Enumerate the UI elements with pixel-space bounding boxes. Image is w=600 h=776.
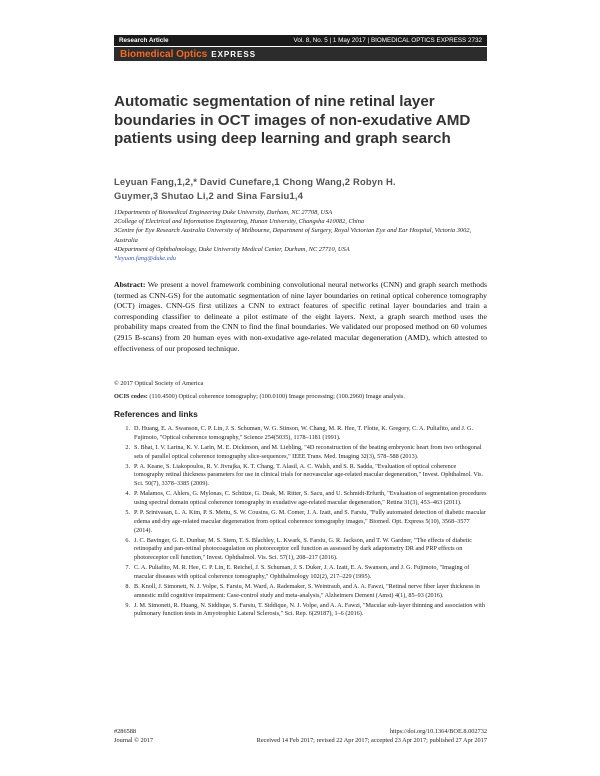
citation-line: Vol. 8, No. 5 | 1 May 2017 | BIOMEDICAL OPTICS EXPRESS 2732 bbox=[293, 37, 482, 44]
journal-logo bbox=[114, 47, 487, 61]
reference-item bbox=[114, 537, 487, 563]
reference-item bbox=[114, 583, 487, 601]
article-id: #286588 bbox=[114, 728, 137, 735]
reference-item bbox=[114, 490, 487, 508]
article-title: Automatic segmentation of nine retinal layer boundaries in OCT images of non-exudative AMD patients using deep learning and graph search bbox=[114, 93, 471, 148]
affiliation: 4Department of Ophthalmology, Duke University Medical Center, Durham, NC 27710, USA bbox=[114, 245, 350, 253]
reference-text: P. A. Keane, S. Liakopoulos, R. V. Jivrajka, K. T. Chang, T. Alasil, A. C. Walsh, and S. R. Sadda, "Evaluation of optical coherence tomography retinal thickness parameters for use in clinical trials for neovascular age-related macular degeneration," Invest. Ophthalmol. Vis. Sci. 50(7), 3378–3385 (2009). bbox=[134, 462, 484, 488]
page-footer bbox=[114, 727, 487, 745]
reference-text: P. P. Srinivasan, L. A. Kim, P. S. Mettu, S. W. Cousins, G. M. Comer, J. A. Izatt, and S. Farsiu, "Fully automated detection of diabetic macular edema and dry age-related macular degeneration from optical coherence tomography images," Biomed. Opt. Express 5(10), 3568–3577 (2014). bbox=[134, 508, 486, 534]
reference-number: 6. bbox=[125, 536, 130, 544]
article-type: Research Article bbox=[119, 37, 169, 44]
reference-item bbox=[114, 463, 487, 489]
reference-text: S. Bhat, I. V. Larina, K. V. Larin, M. E. Dickinson, and M. Liebling, "4D reconstruction of the beating embryonic heart from two orthogonal sets of parallel optical coherence tomography slice-sequences," IEEE Trans. Med. Imaging 32(3), 578–588 (2013). bbox=[134, 443, 482, 460]
reference-text: J. C. Bavinger, G. E. Dunbar, M. S. Stem, T. S. Blachley, L. Kwark, S. Farsiu, G. R. Jackson, and T. W. Gardner, "The effects of diabetic retinopathy and pan-retinal photocoagulation on photoreceptor cell function as assessed by dark adaptometry DR and PRP effects on photoreceptor cell function," Invest. Ophthalmol. Vis. Sci. 57(1), 208–217 (2016). bbox=[134, 536, 472, 562]
affiliation: 2College of Electrical and Information Engineering, Hunan University, Changsha 410082, China bbox=[114, 218, 365, 226]
journal-header-bar bbox=[114, 35, 487, 46]
reference-item bbox=[114, 444, 487, 462]
reference-number: 7. bbox=[125, 564, 130, 572]
ocis-label: OCIS codes: bbox=[114, 393, 148, 400]
abstract bbox=[114, 280, 487, 354]
copyright-notice: © 2017 Optical Society of America bbox=[114, 380, 204, 387]
doi-link[interactable]: https://doi.org/10.1364/BOE.8.002732 bbox=[389, 728, 487, 735]
reference-text: B. Knoll, J. Simonett, N. J. Volpe, S. Farsiu, M. Ward, A. Rademaker, S. Weintraub, and A. A. Fawzi, "Retinal nerve fiber layer thickness in amnestic mild cognitive impairment: Case-control study and meta-analysis," Alzheimers Dement (Amst) 4(1), 85–93 (2016). bbox=[134, 582, 480, 599]
publication-dates: Received 14 Feb 2017; revised 22 Apr 2017; accepted 23 Apr 2017; published 27 Apr 2017 bbox=[256, 737, 487, 744]
abstract-label: Abstract: bbox=[114, 280, 146, 289]
corresponding-email-link[interactable]: *leyuan.fang@duke.edu bbox=[114, 255, 176, 263]
author-list bbox=[114, 175, 494, 203]
reference-number: 9. bbox=[125, 601, 130, 609]
author-line: Guymer,3 Shutao Li,2 and Sina Farsiu1,4 bbox=[114, 190, 304, 201]
reference-text: D. Huang, E. A. Swanson, C. P. Lin, J. S. Schuman, W. G. Stinson, W. Chang, M. R. Hee, T. Flotte, K. Gregory, C. A. Puliafito, and J. G. Fujimoto, "Optical coherence tomography," Science 254(5035), 1178–1181 (1991). bbox=[134, 425, 473, 441]
reference-item bbox=[114, 564, 487, 582]
author-line: Leyuan Fang,1,2,* David Cunefare,1 Chong Wang,2 Robyn H. bbox=[114, 176, 396, 187]
journal-copyright: Journal © 2017 bbox=[114, 737, 154, 744]
reference-text: J. M. Simonett, R. Huang, N. Siddique, S. Farsiu, T. Siddique, N. J. Volpe, and A. A. Fawzi, "Macular sub-layer thinning and association with pulmonary function tests in Amyotrophic Lateral Sclerosis," Sci. Rep. 6(29187), 1–6 (2016). bbox=[134, 601, 485, 618]
reference-number: 2. bbox=[125, 443, 130, 451]
ocis-text: (110.4500) Optical coherence tomography; (100.0100) Image processing; (100.2960) Image analysis. bbox=[149, 393, 405, 400]
affiliations bbox=[114, 208, 494, 263]
ocis-codes bbox=[114, 393, 487, 400]
reference-text: P. Malamos, C. Ahlers, G. Mylonas, C. Schütze, G. Deak, M. Ritter, S. Sacu, and U. Schmidt-Erfurth, "Evaluation of segmentation procedures using spectral domain optical coherence tomography in exudative age-related macular degeneration," Retina 31(3), 453–463 (2011). bbox=[134, 490, 487, 506]
reference-list bbox=[114, 425, 487, 620]
abstract-text: We present a novel framework combining convolutional neural networks (CNN) and graph search methods (termed as CNN-GS) for the automatic segmentation of nine layer boundaries on retinal optical coherence tomography (OCT) images. CNN-GS first utilizes a CNN to extract features of specific retinal layer boundaries and train a corresponding classifier to delineate a pilot estimate of the eight layers. Next, a graph search method uses the probability maps created from the CNN to find the final boundaries. We validated our proposed method on 60 volumes (2915 B-scans) from 20 human eyes with non-exudative age-related macular degeneration (AMD), which attested to effectiveness of our proposed technique. bbox=[114, 280, 487, 353]
affiliation: 1Departments of Biomedical Engineering Duke University, Durham, NC 27708, USA bbox=[114, 209, 333, 216]
reference-number: 3. bbox=[125, 462, 130, 470]
reference-item bbox=[114, 602, 487, 620]
reference-item bbox=[114, 509, 487, 535]
affiliation: 3Centre for Eye Research Australia University of Melbourne, Department of Surgery, Royal Victorian Eye and Ear Hospital, Victoria 3002, Australia bbox=[114, 227, 472, 244]
reference-item bbox=[114, 425, 487, 443]
reference-number: 5. bbox=[125, 508, 130, 516]
reference-number: 8. bbox=[125, 582, 130, 590]
reference-number: 4. bbox=[125, 490, 130, 498]
reference-number: 1. bbox=[125, 425, 130, 432]
journal-name-primary: Biomedical Optics bbox=[120, 48, 208, 60]
journal-name-secondary: EXPRESS bbox=[211, 49, 257, 59]
reference-text: C. A. Puliafito, M. R. Hee, C. P. Lin, E. Reichel, J. S. Schuman, J. S. Duker, J. A. Izatt, E. A. Swanson, and J. G. Fujimoto, "Imaging of macular diseases with optical coherence tomography," Ophthalmology 102(2), 217–229 (1995). bbox=[134, 564, 470, 580]
references-heading: References and links bbox=[114, 409, 198, 419]
